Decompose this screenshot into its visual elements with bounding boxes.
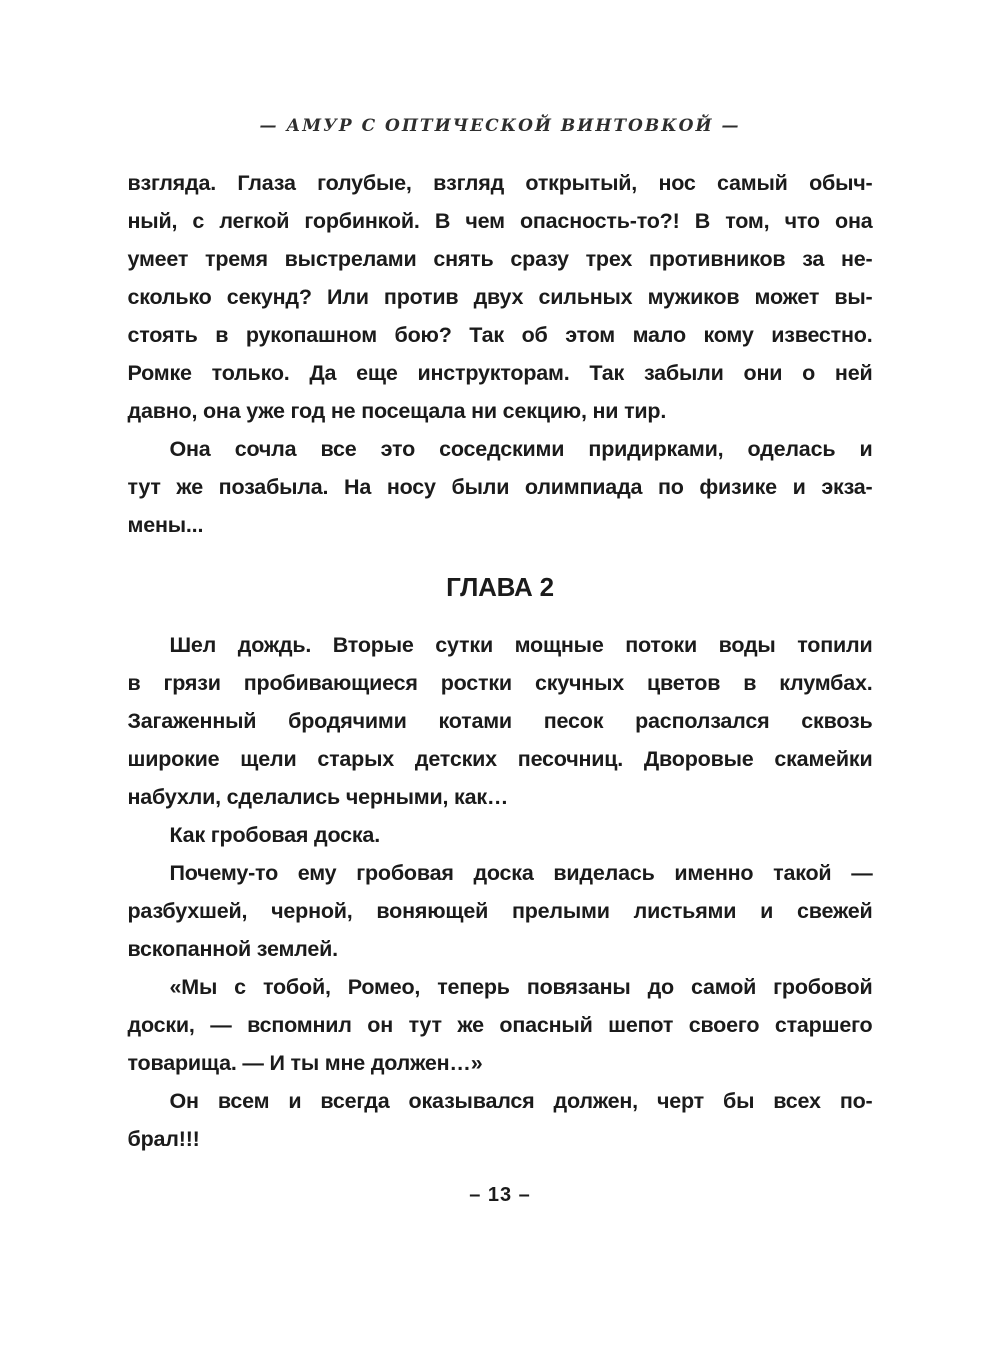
page-body bbox=[128, 164, 873, 1158]
text-line: Он всем и всегда оказывался должен, черт бы всех по- bbox=[169, 1089, 873, 1113]
text-line: товарища. — И ты мне должен…» bbox=[127, 1051, 483, 1075]
text-line: взгляда. Глаза голубые, взгляд открытый, нос самый обыч- bbox=[127, 171, 873, 195]
text-line: широкие щели старых детских песочниц. Дворовые скамейки bbox=[127, 747, 873, 771]
text-line: брал!!! bbox=[127, 1127, 200, 1151]
running-header: — АМУР С ОПТИЧЕСКОЙ ВИНТОВКОЙ — bbox=[259, 116, 741, 136]
paragraph bbox=[128, 854, 873, 968]
text-line: умеет тремя выстрелами снять сразу трех противников за не- bbox=[127, 247, 873, 271]
text-line: Почему-то ему гробовая доска виделась именно такой — bbox=[169, 861, 873, 885]
text-line: Она сочла все это соседскими придирками, оделась и bbox=[169, 437, 873, 461]
text-line: доски, — вспомнил он тут же опасный шепот своего старшего bbox=[127, 1013, 873, 1037]
text-line: разбухшей, черной, воняющей прелыми листьями и свежей bbox=[127, 899, 873, 923]
text-line: вскопанной землей. bbox=[127, 937, 338, 961]
paragraph bbox=[128, 816, 873, 854]
text-line: Как гробовая доска. bbox=[169, 823, 380, 847]
text-line: тут же позабыла. На носу были олимпиада по физике и экза- bbox=[127, 475, 873, 499]
page-number: – 13 – bbox=[469, 1184, 531, 1206]
text-line: мены... bbox=[127, 513, 204, 537]
text-line: стоять в рукопашном бою? Так об этом мало кому известно. bbox=[127, 323, 873, 347]
text-line: в грязи пробивающиеся ростки скучных цветов в клумбах. bbox=[127, 671, 873, 695]
chapter-heading: ГЛАВА 2 bbox=[446, 572, 554, 602]
text-line: ный, с легкой горбинкой. В чем опасность-то?! В том, что она bbox=[127, 209, 873, 233]
text-line: «Мы с тобой, Ромео, теперь повязаны до самой гробовой bbox=[169, 975, 873, 999]
text-line: давно, она уже год не посещала ни секцию, ни тир. bbox=[127, 399, 667, 423]
text-line: набухли, сделались черными, как… bbox=[127, 785, 509, 809]
paragraph bbox=[128, 164, 873, 430]
paragraph bbox=[128, 1082, 873, 1158]
text-line: Загаженный бродячими котами песок расползался сквозь bbox=[127, 709, 873, 733]
text-line: Шел дождь. Вторые сутки мощные потоки воды топили bbox=[169, 633, 873, 657]
text-line: сколько секунд? Или против двух сильных мужиков может вы- bbox=[127, 285, 873, 309]
paragraph bbox=[128, 626, 873, 816]
paragraph bbox=[128, 968, 873, 1082]
paragraph bbox=[128, 430, 873, 544]
text-line: Ромке только. Да еще инструкторам. Так забыли они о ней bbox=[127, 361, 873, 385]
